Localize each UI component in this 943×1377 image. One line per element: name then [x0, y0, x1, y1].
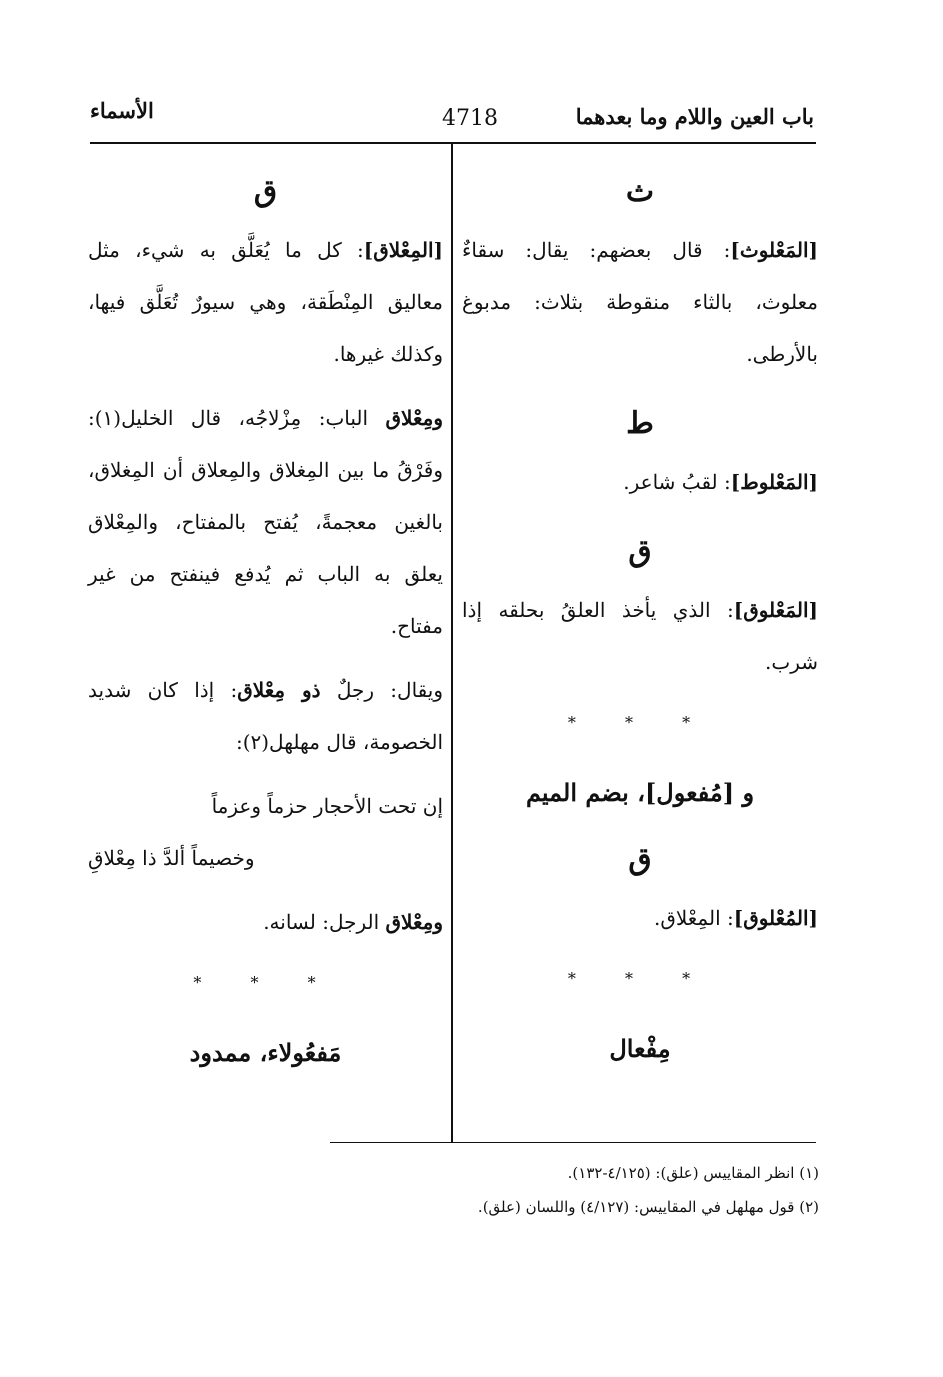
entry-headword: [المِعْلاق] — [363, 238, 443, 262]
entry-text: : لقبُ شاعر. — [623, 470, 731, 494]
footnotes — [478, 1156, 819, 1224]
entry-text: : قال بعضهم: يقال: سقاءٌ معلوث، بالثاء منقوطة بثلاث: مدبوغ بالأرطى. — [462, 238, 818, 366]
entry-headword: ومِعْلاق — [385, 910, 443, 934]
letter-heading-qaf: ق — [253, 174, 278, 209]
section-separator: * * * — [193, 973, 338, 992]
header-rule — [90, 142, 816, 144]
entry-text: الباب: مِزْلاجُه، قال الخليل(١): وفَرْقُ ما بين المِغلاق والمِعلاق أن المِغلاق، بالغين معجمةً، يُفتح بالمفتاح، والمِعْلاق يعلق به الباب ثم يُدفع فينفتح من غير مفتاح. — [88, 406, 443, 638]
right-column — [462, 160, 818, 1084]
entry-text: الرجل: لسانه. — [263, 910, 386, 934]
entry-headword: ذو مِعْلاق — [237, 678, 321, 702]
entry-text-pre: ويقال: رجلٌ — [320, 678, 444, 702]
section-prefix: و — [742, 778, 755, 807]
letter-heading-qaf: ق — [628, 842, 652, 877]
section-separator: * * * — [567, 713, 713, 732]
left-column — [88, 160, 443, 1088]
chapter-title: باب العين واللام وما بعدهما — [575, 104, 814, 129]
section-title: [مُفعول]، بضم الميم — [525, 778, 735, 807]
entry-text: : كل ما يُعَلَّق به شيء، مثل معاليق المِنْطَقة، وهي سيورٌ تُعَلَّق فيها، وكذلك غيرها. — [88, 238, 443, 366]
page-number: 4718 — [442, 106, 498, 131]
entry-headword: ومِعْلاق — [385, 406, 443, 430]
letter-heading-tha: ث — [625, 174, 655, 209]
section-heading-mufool — [462, 758, 818, 828]
section-title: الأسماء — [90, 98, 154, 123]
entry-milaq-bab — [88, 392, 443, 652]
entry-milaq-rajul — [88, 896, 443, 948]
footnote-rule — [330, 1142, 816, 1143]
entry-text: : الذي يأخذ العلقُ بحلقه إذا شرب. — [462, 598, 818, 674]
section-heading-mifal: مِفْعال — [609, 1034, 671, 1063]
verse-line-1: إن تحت الأحجار حزماً وعزماً — [211, 794, 443, 818]
entry-headword: [المَعْلوق] — [733, 598, 818, 622]
entry-text: : المِعْلاق. — [653, 906, 734, 930]
verse-line-2: وخصيماً ألدَّ ذا مِعْلاقِ — [88, 846, 255, 870]
entry-headword: [المُعْلوق] — [733, 906, 818, 930]
column-divider — [451, 144, 453, 1142]
footnote-1: (١) انظر المقاييس (علق): (٤/١٢٥-١٣٢). — [567, 1164, 819, 1182]
letter-heading-qaf: ق — [628, 534, 652, 569]
section-heading-mafoola: مَفعُولاء، ممدود — [189, 1038, 342, 1067]
footnote-2: (٢) قول مهلهل في المقاييس: (٤/١٢٧) واللسان (علق). — [477, 1198, 819, 1216]
entry-headword: [المَعْلوط] — [730, 470, 818, 494]
entry-headword: [المَعْلوث] — [730, 238, 818, 262]
entry-malut — [462, 456, 818, 508]
page-header — [90, 98, 814, 138]
entry-milaq — [88, 224, 443, 380]
entry-text: : إذا كان شديد الخصومة، قال مهلهل(٢): — [88, 678, 443, 754]
letter-heading-ta: ط — [626, 406, 654, 441]
entry-dhu-milaq — [88, 664, 443, 768]
section-separator: * * * — [567, 969, 713, 988]
entry-maluth — [462, 224, 818, 380]
entry-muluq — [462, 892, 818, 944]
entry-maluq — [462, 584, 818, 688]
